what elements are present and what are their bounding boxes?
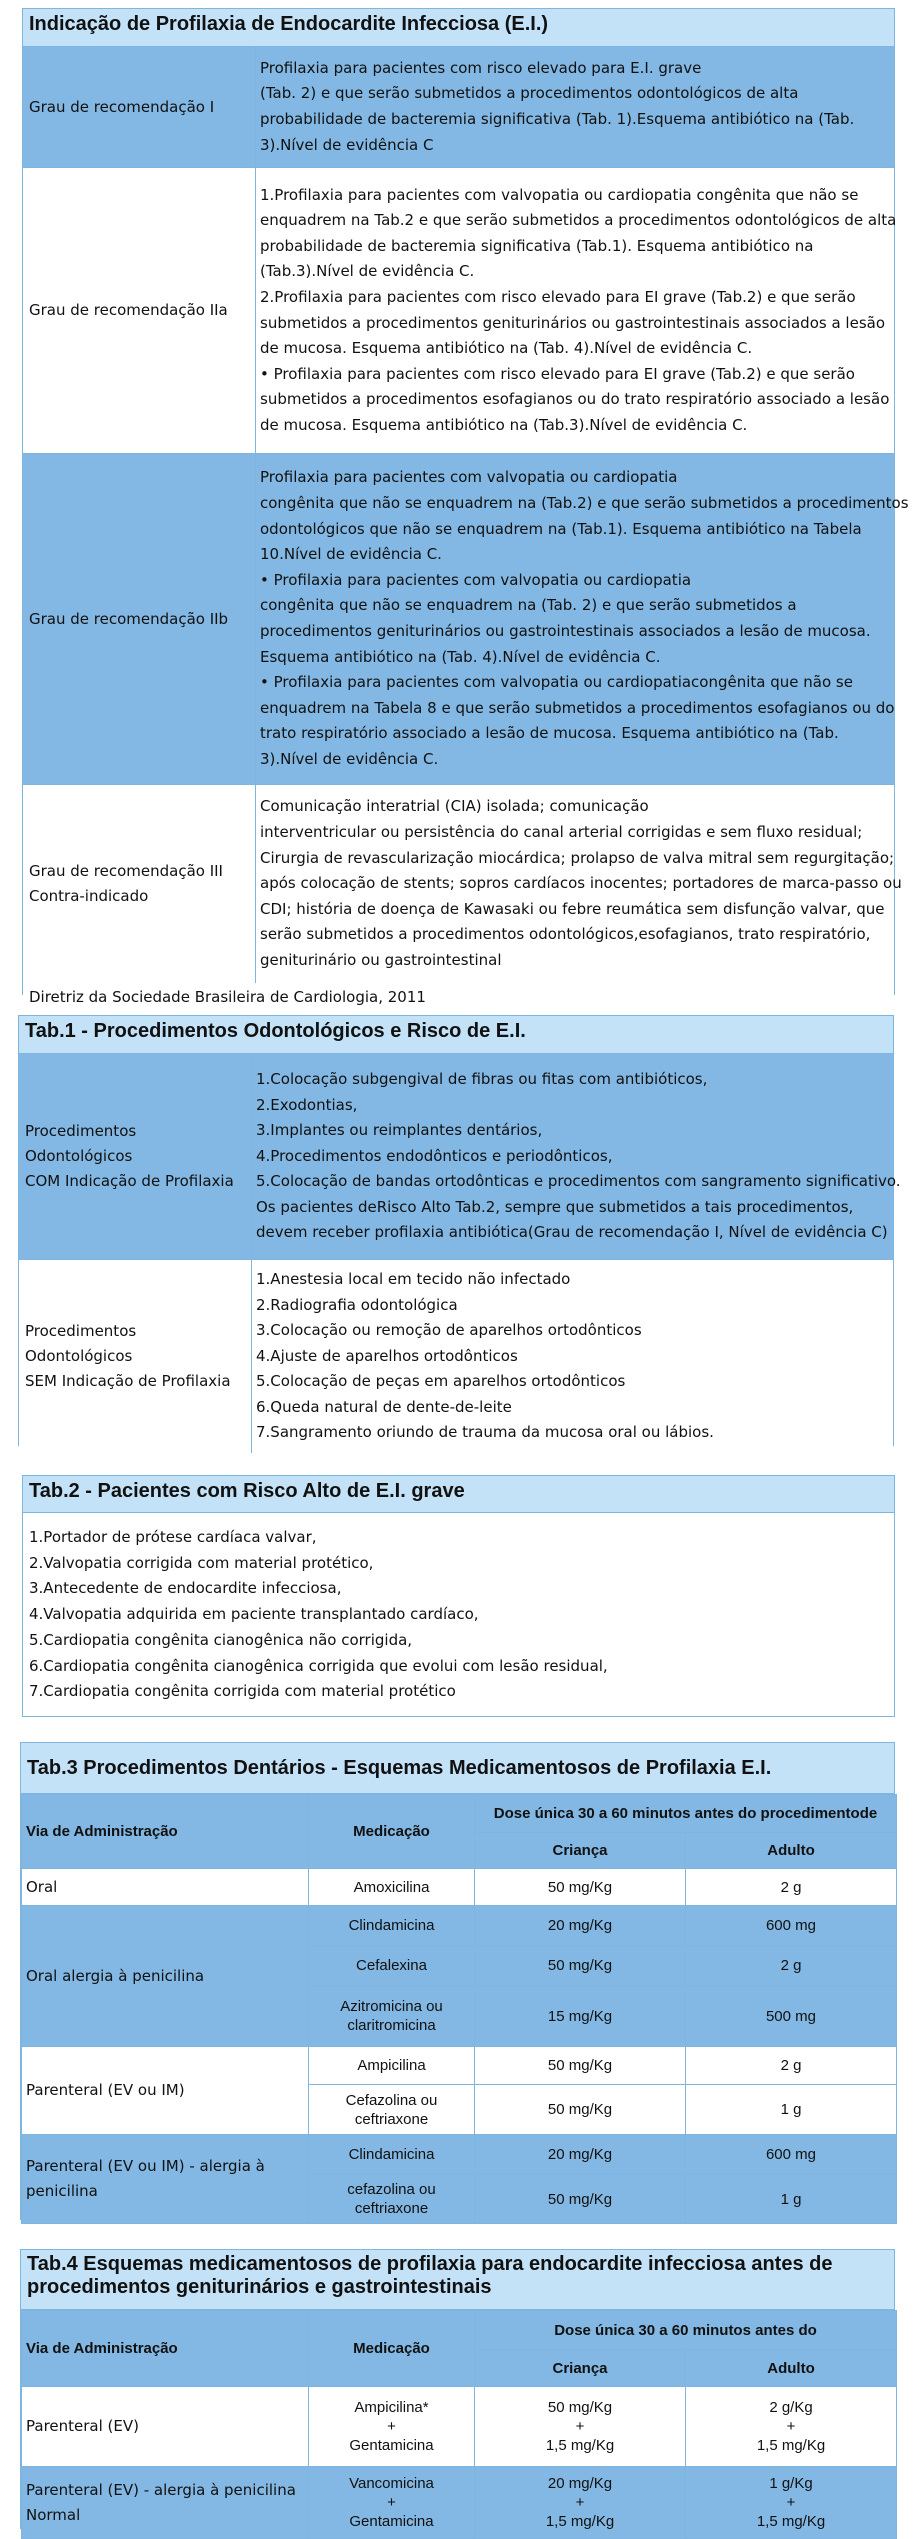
recommendation-line: geniturinário ou gastrointestinal xyxy=(260,950,502,969)
medication-cell xyxy=(309,2047,475,2085)
recommendation-grade-text xyxy=(29,95,214,120)
header-via: Via de Administração xyxy=(22,2311,309,2387)
child-dose-cell xyxy=(475,2175,686,2224)
dose-line: 500 mg xyxy=(765,2007,817,2025)
dose-line: 2 g/Kg xyxy=(769,2399,813,2416)
recommendation-text xyxy=(256,785,906,983)
medication-cell xyxy=(309,2135,475,2175)
procedure-list xyxy=(252,1054,905,1259)
medication-cell xyxy=(309,2175,475,2224)
procedure-item: 5.Colocação de bandas ortodônticas e procedimentos com sangramento significativo. xyxy=(256,1172,901,1191)
procedure-list xyxy=(252,1260,893,1453)
recommendation-line: submetidos a procedimentos geniturinários ou gastrointestinais associados a lesão xyxy=(260,313,886,332)
recommendation-line: submetidos a procedimentos esofagianos ou do trato respiratório associado a lesão xyxy=(260,390,890,409)
tab1-row xyxy=(19,1260,893,1453)
indicacao-title: Indicação de Profilaxia de Endocardite Infecciosa (E.I.) xyxy=(23,9,894,47)
recommendation-line: de mucosa. Esquema antibiótico na (Tab. 4).Nível de evidência C. xyxy=(260,339,753,358)
procedure-category-text xyxy=(25,1319,245,1394)
child-dose-cell xyxy=(475,1986,686,2047)
adult-dose-cell xyxy=(686,1946,897,1986)
adult-dose-cell xyxy=(686,2085,897,2135)
administration-route: Oral alergia à penicilina xyxy=(22,1906,309,2047)
grade-line: Contra-indicado xyxy=(29,887,149,905)
grade-line: Grau de recomendação III xyxy=(29,862,223,880)
procedure-item: 2.Exodontias, xyxy=(256,1095,358,1114)
procedure-item: Os pacientes deRisco Alto Tab.2, sempre que submetidos a tais procedimentos, xyxy=(256,1197,854,1216)
recommendation-line: enquadrem na Tab.2 e que serão submetidos a procedimentos odontológicos de alta xyxy=(260,211,897,230)
child-dose-cell xyxy=(475,2085,686,2135)
header-adulto: Adulto xyxy=(686,1833,897,1869)
procedure-item: 5.Colocação de peças em aparelhos ortodônticos xyxy=(256,1372,626,1391)
medication-line: cefazolina ou xyxy=(347,2181,436,2198)
tab4-table xyxy=(20,2249,895,2529)
medication-line: Clindamicina xyxy=(348,2146,435,2163)
recommendation-grade-text xyxy=(29,298,228,323)
adult-dose-cell xyxy=(686,2467,897,2539)
procedure-category-text xyxy=(25,1119,245,1194)
dose-line: 1,5 mg/Kg xyxy=(545,2437,615,2454)
dose-line: + xyxy=(786,2418,796,2435)
medication-line: claritromicina xyxy=(347,2017,436,2034)
tab2-title: Tab.2 - Pacientes com Risco Alto de E.I. grave xyxy=(23,1476,894,1513)
recommendation-line: Profilaxia para pacientes com valvopatia ou cardiopatia xyxy=(260,468,678,487)
medication-line: Azitromicina ou xyxy=(340,1998,443,2015)
administration-route: Parenteral (EV) xyxy=(22,2387,309,2467)
header-crianca: Criança xyxy=(475,2350,686,2387)
recommendation-line: CDI; história de doença de Kawasaki ou febre reumática sem disfunção valvar, que xyxy=(260,899,885,918)
recommendation-line: • Profilaxia para pacientes com valvopatia ou cardiopatia xyxy=(260,570,692,589)
recommendation-line: procedimentos geniturinários ou gastrointestinais associados a lesão de mucosa. xyxy=(260,622,871,640)
recommendation-line: probabilidade de bacteremia significativa (Tab. 1).Esquema antibiótico na (Tab. xyxy=(260,110,855,128)
adult-dose-cell xyxy=(686,1869,897,1906)
medication-line: + xyxy=(387,2418,396,2435)
risk-item: 1.Portador de prótese cardíaca valvar, xyxy=(29,1528,317,1546)
dose-line: 20 mg/Kg xyxy=(547,2475,613,2492)
recommendation-line: de mucosa. Esquema antibiótico na (Tab.3).Nível de evidência C. xyxy=(260,415,748,434)
dose-line: 50 mg/Kg xyxy=(547,1878,613,1896)
recommendation-line: probabilidade de bacteremia significativa (Tab.1). Esquema antibiótico na xyxy=(260,236,814,255)
medication-line: Ampicilina xyxy=(357,2057,426,2074)
dose-line: 2 g xyxy=(780,1957,802,1974)
category-line: Procedimentos Odontológicos xyxy=(25,1122,137,1165)
medication-line: Ampicilina* xyxy=(354,2399,429,2416)
indicacao-row xyxy=(23,454,909,785)
dose-line: 50 mg/Kg xyxy=(547,2190,613,2208)
procedure-item: 4.Procedimentos endodônticos e periodônticos, xyxy=(256,1146,613,1165)
recommendation-line: interventricular ou persistência do canal arterial corrigidas e sem fluxo residual; xyxy=(260,823,863,842)
recommendation-grade xyxy=(23,454,256,784)
dosage-row xyxy=(22,2135,897,2175)
recommendation-line: serão submetidos a procedimentos odontológicos,esofagianos, trato respiratório, xyxy=(260,925,871,944)
procedure-item: devem receber profilaxia antibiótica(Grau de recomendação I, Nível de evidência C) xyxy=(256,1223,888,1242)
adult-dose-cell xyxy=(686,1906,897,1946)
dosage-row xyxy=(22,2047,897,2085)
child-dose-cell xyxy=(475,2467,686,2539)
grade-line: Grau de recomendação IIa xyxy=(29,301,228,319)
procedure-item: 2.Radiografia odontológica xyxy=(256,1295,458,1314)
procedure-item: 6.Queda natural de dente-de-leite xyxy=(256,1397,512,1416)
administration-route: Parenteral (EV) - alergia à penicilina Normal xyxy=(22,2467,309,2539)
dose-line: 50 mg/Kg xyxy=(547,2399,613,2416)
medication-cell xyxy=(309,1986,475,2047)
header-via: Via de Administração xyxy=(22,1795,309,1869)
dose-line: 600 mg xyxy=(765,2146,817,2163)
category-line: COM Indicação de Profilaxia xyxy=(25,1172,234,1190)
recommendation-line: (Tab. 2) e que serão submetidos a procedimentos odontológicos de alta xyxy=(260,84,799,103)
recommendation-text xyxy=(256,168,900,453)
medication-line: Clindamicina xyxy=(348,1917,435,1934)
adult-dose-cell xyxy=(686,2047,897,2085)
grade-line: Grau de recomendação IIb xyxy=(29,609,229,628)
recommendation-line: 3).Nível de evidência C xyxy=(260,135,434,154)
recommendation-grade xyxy=(23,785,256,983)
header-crianca: Criança xyxy=(475,1833,686,1869)
recommendation-line: Cirurgia de revascularização miocárdica; prolapso de valva mitral sem regurgitação; xyxy=(260,848,895,867)
medication-line: Gentamicina xyxy=(349,2513,434,2530)
procedure-item: 1.Colocação subgengival de fibras ou fitas com antibióticos, xyxy=(256,1069,708,1088)
recommendation-line: Comunicação interatrial (CIA) isolada; comunicação xyxy=(260,797,649,816)
medication-line: + xyxy=(387,2494,396,2511)
header-row xyxy=(22,1795,897,1833)
header-adulto: Adulto xyxy=(686,2350,897,2387)
dose-line: + xyxy=(786,2494,796,2511)
medication-line: ceftriaxone xyxy=(354,2200,429,2217)
tab4-title: Tab.4 Esquemas medicamentosos de profilaxia para endocardite infecciosa antes de procedimentos geniturinários e gastrointestinais xyxy=(21,2250,894,2310)
dose-line: 20 mg/Kg xyxy=(547,2146,613,2163)
recommendation-line: Esquema antibiótico na (Tab. 4).Nível de evidência C. xyxy=(260,647,661,666)
dose-line: 2 g xyxy=(780,2057,802,2074)
recommendation-line: 1.Profilaxia para pacientes com valvopatia ou cardiopatia congênita que não se xyxy=(260,185,859,204)
medication-cell xyxy=(309,2387,475,2467)
dose-line: 1,5 mg/Kg xyxy=(545,2513,615,2530)
medication-line: Cefazolina ou xyxy=(345,2091,438,2109)
recommendation-line: congênita que não se enquadrem na (Tab.2) e que serão submetidos a procedimentos xyxy=(260,494,909,513)
indicacao-footer: Diretriz da Sociedade Brasileira de Cardiologia, 2011 xyxy=(23,983,894,1013)
indicacao-row xyxy=(23,785,902,983)
recommendation-line: Profilaxia para pacientes com risco elevado para E.I. grave xyxy=(260,58,702,77)
dose-line: + xyxy=(575,2418,585,2435)
risk-item: 3.Antecedente de endocardite infecciosa, xyxy=(29,1579,342,1598)
header-row xyxy=(22,2311,897,2350)
recommendation-line: congênita que não se enquadrem na (Tab. 2) e que serão submetidos a xyxy=(260,596,797,615)
dose-line: 50 mg/Kg xyxy=(547,2101,613,2118)
adult-dose-cell xyxy=(686,2135,897,2175)
tab1-title: Tab.1 - Procedimentos Odontológicos e Risco de E.I. xyxy=(19,1016,893,1054)
recommendation-grade xyxy=(23,47,256,167)
adult-dose-cell xyxy=(686,2387,897,2467)
header-dose: Dose única 30 a 60 minutos antes do procedimentode xyxy=(475,1795,897,1833)
medication-cell xyxy=(309,1906,475,1946)
header-medicacao: Medicação xyxy=(309,1795,475,1869)
indicacao-row xyxy=(23,47,894,168)
medication-line: Cefalexina xyxy=(356,1957,427,1974)
child-dose-cell xyxy=(475,1869,686,1906)
procedure-category xyxy=(19,1260,252,1453)
recommendation-line: 2.Profilaxia para pacientes com risco elevado para EI grave (Tab.2) e que serão xyxy=(260,287,856,306)
procedure-item: 4.Ajuste de aparelhos ortodônticos xyxy=(256,1346,518,1365)
grade-line: Grau de recomendação I xyxy=(29,97,215,116)
medication-cell xyxy=(309,2085,475,2135)
category-line: Procedimentos Odontológicos xyxy=(25,1322,137,1365)
recommendation-line: 3).Nível de evidência C. xyxy=(260,749,439,768)
medication-line: ceftriaxone xyxy=(354,2110,429,2128)
recommendation-line: trato respiratório associado a lesão de mucosa. Esquema antibiótico na (Tab. xyxy=(260,724,839,743)
tab3-title: Tab.3 Procedimentos Dentários - Esquemas Medicamentosos de Profilaxia E.I. xyxy=(21,1743,894,1794)
recommendation-line: odontológicos que não se enquadrem na (Tab.1). Esquema antibiótico na Tabela xyxy=(260,519,862,538)
recommendation-grade-text xyxy=(29,607,228,632)
medication-line: Vancomicina xyxy=(349,2475,434,2492)
procedure-item: 3.Colocação ou remoção de aparelhos ortodônticos xyxy=(256,1321,642,1340)
procedure-item: 3.Implantes ou reimplantes dentários, xyxy=(256,1121,543,1140)
category-line: SEM Indicação de Profilaxia xyxy=(25,1372,231,1390)
recommendation-grade-text xyxy=(29,859,223,909)
recommendation-line: • Profilaxia para pacientes com risco elevado para EI grave (Tab.2) e que serão xyxy=(260,364,855,383)
risk-item: 5.Cardiopatia congênita cianogênica não corrigida, xyxy=(29,1630,413,1649)
recommendation-text xyxy=(256,454,913,784)
administration-route: Parenteral (EV ou IM) xyxy=(22,2047,309,2135)
medication-cell xyxy=(309,2467,475,2539)
adult-dose-cell xyxy=(686,1986,897,2047)
dose-line: 20 mg/Kg xyxy=(547,1917,613,1934)
dose-line: 50 mg/Kg xyxy=(547,1957,613,1974)
dosage-row xyxy=(22,2467,897,2539)
medication-line: Amoxicilina xyxy=(353,1878,430,1896)
header-medicacao: Medicação xyxy=(309,2311,475,2387)
dose-line: 1 g/Kg xyxy=(769,2475,813,2492)
dose-line: 1,5 mg/Kg xyxy=(756,2437,826,2454)
child-dose-cell xyxy=(475,2135,686,2175)
child-dose-cell xyxy=(475,2047,686,2085)
tab3-grid xyxy=(21,1794,897,2224)
procedure-category xyxy=(19,1054,252,1259)
recommendation-line: após colocação de stents; sopros cardíacos inocentes; portadores de marca-passo ou xyxy=(260,874,902,893)
dose-line: + xyxy=(575,2494,585,2511)
medication-cell xyxy=(309,1869,475,1906)
procedure-item: 7.Sangramento oriundo de trauma da mucosa oral ou lábios. xyxy=(256,1423,714,1442)
indicacao-table xyxy=(22,8,909,1006)
child-dose-cell xyxy=(475,2387,686,2467)
tab2-list xyxy=(23,1513,894,1717)
dosage-row xyxy=(22,2387,897,2467)
header-dose: Dose única 30 a 60 minutos antes do xyxy=(475,2311,897,2350)
recommendation-line: 10.Nível de evidência C. xyxy=(260,545,442,564)
dose-line: 2 g xyxy=(780,1878,802,1896)
tab3-table xyxy=(20,1742,895,2220)
administration-route: Oral xyxy=(22,1869,309,1906)
tab4-grid xyxy=(21,2310,897,2539)
dose-line: 50 mg/Kg xyxy=(547,2057,613,2074)
dose-line: 1,5 mg/Kg xyxy=(756,2513,826,2530)
procedure-item: 1.Anestesia local em tecido não infectado xyxy=(256,1269,571,1288)
risk-item: 2.Valvopatia corrigida com material protético, xyxy=(29,1553,374,1572)
administration-route: Parenteral (EV ou IM) - alergia à penicilina xyxy=(22,2135,309,2224)
adult-dose-cell xyxy=(686,2175,897,2224)
dose-line: 15 mg/Kg xyxy=(547,2007,613,2025)
risk-item: 6.Cardiopatia congênita cianogênica corrigida que evolui com lesão residual, xyxy=(29,1656,608,1675)
risk-item: 7.Cardiopatia congênita corrigida com material protético xyxy=(29,1682,456,1701)
child-dose-cell xyxy=(475,1946,686,1986)
dosage-row xyxy=(22,1906,897,1946)
dosage-row xyxy=(22,1869,897,1906)
medication-cell xyxy=(309,1946,475,1986)
tab1-rows xyxy=(19,1054,901,1453)
recommendation-line: (Tab.3).Nível de evidência C. xyxy=(260,262,475,281)
risk-item: 4.Valvopatia adquirida em paciente transplantado cardíaco, xyxy=(29,1605,479,1624)
dose-line: 1 g xyxy=(780,2190,802,2208)
recommendation-line: enquadrem na Tabela 8 e que serão submetidos a procedimentos esofagianos ou do xyxy=(260,698,895,717)
tab1-row xyxy=(19,1054,901,1260)
medication-line: Gentamicina xyxy=(349,2437,434,2454)
tab2-table xyxy=(22,1475,895,1717)
recommendation-text xyxy=(256,47,894,167)
tab1-table xyxy=(18,1015,901,1446)
recommendation-line: • Profilaxia para pacientes com valvopatia ou cardiopatiacongênita que não se xyxy=(260,673,853,692)
recommendation-grade xyxy=(23,168,256,453)
dose-line: 600 mg xyxy=(765,1917,817,1934)
indicacao-row xyxy=(23,168,897,454)
child-dose-cell xyxy=(475,1906,686,1946)
dose-line: 1 g xyxy=(780,2101,802,2118)
indicacao-rows xyxy=(23,47,909,983)
